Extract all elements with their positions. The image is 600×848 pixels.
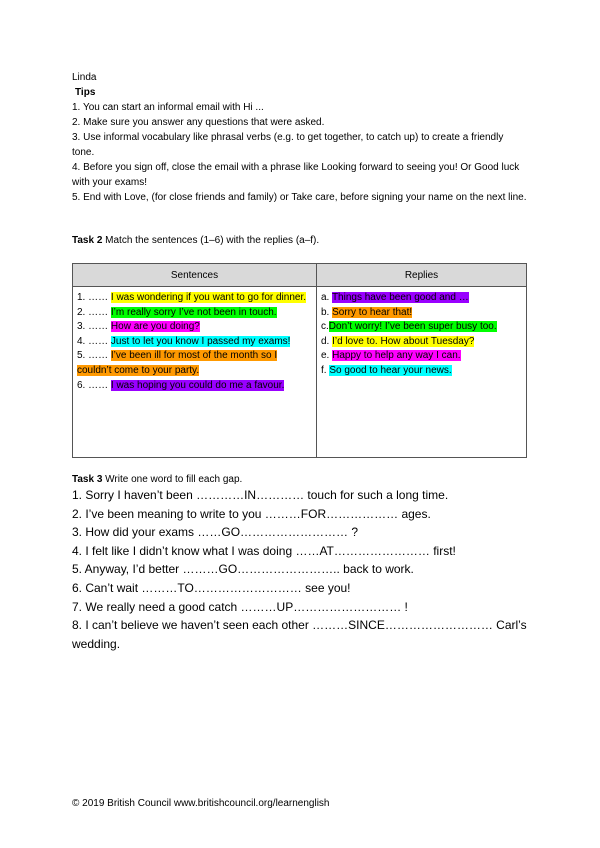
task2-instruction: Match the sentences (1–6) with the replies (a–f).	[102, 235, 320, 246]
reply-item	[321, 335, 523, 350]
sentence-item	[77, 320, 313, 335]
sentence-item	[77, 379, 313, 394]
item-number: b.	[321, 306, 333, 318]
task3-instruction: Write one word to fill each gap.	[102, 474, 243, 485]
gap-item: 1. Sorry I haven’t been …………IN………… touch for such a long time.	[72, 488, 449, 502]
item-number: f.	[321, 364, 330, 376]
tips-section	[72, 70, 528, 205]
task2-heading	[72, 233, 528, 248]
sentence-item	[77, 291, 313, 306]
gap-item: 5. Anyway, I’d better ………GO…………………….. back to work.	[72, 562, 414, 577]
replies-column-header: Replies	[317, 264, 527, 287]
gap-item: 8. I can’t believe we haven’t seen each other ………SINCE……………………… Carl’s wedding.	[72, 618, 527, 651]
highlighted-text: Just to let you know I passed my exams!	[110, 335, 291, 347]
tips-heading: Tips	[75, 87, 96, 98]
sentence-item	[77, 335, 313, 350]
item-number: 5. ……	[77, 350, 111, 362]
highlighted-text: Things have been good and …	[331, 292, 469, 303]
sentence-item	[77, 306, 313, 321]
highlighted-text: Sorry to hear that!	[332, 306, 413, 318]
item-number: a.	[321, 292, 332, 303]
tip-item: 2. Make sure you answer any questions that were asked.	[72, 117, 325, 128]
item-number: e.	[321, 350, 333, 362]
task3-label: Task 3	[72, 474, 103, 485]
sentence-item	[77, 349, 313, 378]
reply-item	[321, 306, 523, 321]
task2-label: Task 2	[72, 235, 103, 246]
item-number: 3. ……	[77, 321, 111, 333]
item-number: 2. ……	[77, 306, 111, 318]
highlighted-text: I was wondering if you want to go for dinner.	[110, 292, 307, 303]
reply-item	[321, 291, 523, 306]
highlighted-text: I’d love to. How about Tuesday?	[332, 335, 475, 347]
tip-item: 4. Before you sign off, close the email with a phrase like Looking forward to seeing you! Or Good luck with your exams!	[72, 162, 520, 188]
gap-item: 6. Can’t wait ………TO……………………… see you!	[72, 580, 351, 595]
reply-item	[321, 320, 523, 335]
gap-fill-list	[72, 486, 542, 653]
footer-copyright: © 2019 British Council www.britishcouncil.org/learnenglish	[72, 798, 330, 809]
highlighted-text: How are you doing?	[110, 321, 200, 333]
author-name: Linda	[72, 72, 97, 83]
replies-cell	[317, 287, 527, 458]
highlighted-text: Don’t worry! I’ve been super busy too.	[328, 321, 497, 333]
highlighted-text: So good to hear your news.	[329, 364, 452, 376]
gap-item: 3. How did your exams ……GO……………………… ?	[72, 525, 359, 540]
reply-item	[321, 364, 523, 379]
sentences-column-header: Sentences	[73, 264, 317, 287]
highlighted-text: I’ve been ill for most of the month so I couldn’t come to your party.	[77, 350, 278, 376]
item-number: c.	[321, 321, 329, 333]
reply-item	[321, 349, 523, 364]
item-number: 4. ……	[77, 335, 111, 347]
task3-heading	[72, 472, 528, 487]
matching-table	[72, 263, 527, 458]
gap-item: 2. I’ve been meaning to write to you ………FOR……………… ages.	[72, 506, 431, 521]
highlighted-text: Happy to help any way I can.	[332, 350, 461, 362]
gap-item: 4. I felt like I didn’t know what I was doing ……AT…………………… first!	[72, 543, 456, 558]
tip-item: 5. End with Love, (for close friends and family) or Take care, before signing your name on the next line.	[72, 192, 527, 203]
item-number: d.	[321, 335, 333, 347]
gap-item: 7. We really need a good catch ………UP……………………… !	[72, 599, 408, 614]
tip-item: 3. Use informal vocabulary like phrasal verbs (e.g. to get together, to catch up) to create a friendly tone.	[72, 132, 504, 158]
item-number: 6. ……	[77, 379, 111, 391]
highlighted-text: I was hoping you could do me a favour.	[110, 379, 285, 391]
highlighted-text: I’m really sorry I’ve not been in touch.	[110, 306, 277, 318]
tip-item: 1. You can start an informal email with Hi ...	[72, 102, 264, 113]
sentences-cell	[73, 287, 317, 458]
item-number: 1. ……	[77, 292, 111, 303]
